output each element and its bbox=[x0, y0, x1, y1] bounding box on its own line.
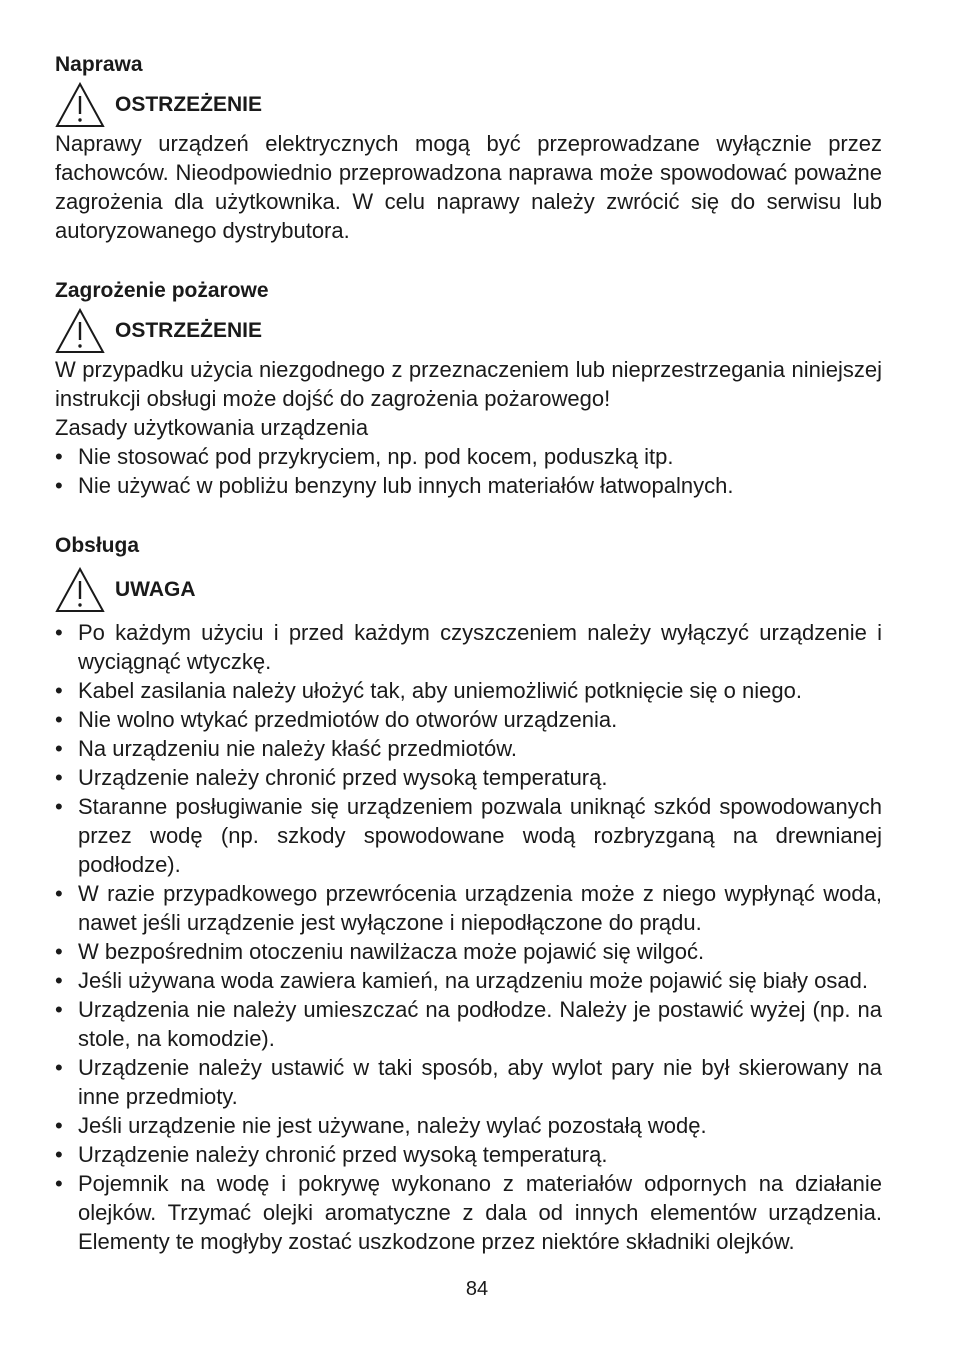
list-item: • Pojemnik na wodę i pokrywę wykonano z materiałów odpornych na działanie olejków. Trzymać olejki aromatyczne z dala od innych elementów urządzenia. Elementy te mogłyby zostać uszkodzone przez niektóre składniki olejków. bbox=[55, 1169, 882, 1256]
warning-label: OSTRZEŻENIE bbox=[115, 319, 263, 342]
document-page bbox=[55, 50, 882, 1256]
bullet-list-obsluga bbox=[55, 618, 882, 1256]
section-title-obsluga: Obsługa bbox=[55, 534, 140, 557]
paragraph-naprawa: Naprawy urządzeń elektrycznych mogą być przeprowadzane wyłącznie przez fachowców. Nieodpowiednio przeprowadzona naprawa może spowodować poważne zagrożenia dla użytkownika. W celu naprawy należy zwrócić się do serwisu lub autoryzowanego dystrybutora. bbox=[55, 131, 882, 243]
list-item: • Kabel zasilania należy ułożyć tak, aby uniemożliwić potknięcie się o niego. bbox=[55, 676, 882, 705]
list-item: • Nie wolno wtykać przedmiotów do otworów urządzenia. bbox=[55, 705, 882, 734]
list-item: • Nie używać w pobliżu benzyny lub innych materiałów łatwopalnych. bbox=[55, 471, 882, 500]
list-item: • Urządzenie należy chronić przed wysoką temperaturą. bbox=[55, 763, 882, 792]
warning-triangle-icon bbox=[55, 308, 105, 354]
section-title-naprawa: Naprawa bbox=[55, 53, 143, 76]
list-item: • Jeśli używana woda zawiera kamień, na urządzeniu może pojawić się biały osad. bbox=[55, 966, 882, 995]
section-title-zagrozenie-pozarowe: Zagrożenie pożarowe bbox=[55, 279, 269, 302]
list-item: • Urządzenie należy ustawić w taki sposób, aby wylot pary nie był skierowany na inne przedmioty. bbox=[55, 1053, 882, 1111]
list-item: • Jeśli urządzenie nie jest używane, należy wylać pozostałą wodę. bbox=[55, 1111, 882, 1140]
list-item: • W bezpośrednim otoczeniu nawilżacza może pojawić się wilgoć. bbox=[55, 937, 882, 966]
warning-block bbox=[55, 81, 882, 129]
paragraph-zagrozenie: W przypadku użycia niezgodnego z przeznaczeniem lub nieprzestrzegania niniejszej instrukcji obsługi może dojść do zagrożenia pożarowego! bbox=[55, 357, 882, 411]
list-item: • Na urządzeniu nie należy kłaść przedmiotów. bbox=[55, 734, 882, 763]
warning-block bbox=[55, 562, 882, 618]
warning-triangle-icon bbox=[55, 82, 105, 128]
warning-triangle-icon bbox=[55, 567, 105, 613]
list-item: • Staranne posługiwanie się urządzeniem pozwala uniknąć szkód spowodowanych przez wodę (np. szkody spowodowane wodą rozbryzganą na drewnianej podłodze). bbox=[55, 792, 882, 879]
list-item: • Urządzenie należy chronić przed wysoką temperaturą. bbox=[55, 1140, 882, 1169]
bullet-list-fire bbox=[55, 442, 882, 500]
list-item: • Nie stosować pod przykryciem, np. pod kocem, poduszką itp. bbox=[55, 442, 882, 471]
warning-block bbox=[55, 307, 882, 355]
page-number: 84 bbox=[465, 1278, 489, 1300]
warning-label: UWAGA bbox=[115, 578, 196, 601]
list-item: • Po każdym użyciu i przed każdym czyszczeniem należy wyłączyć urządzenie i wyciągnąć wtyczkę. bbox=[55, 618, 882, 676]
list-item: • W razie przypadkowego przewrócenia urządzenia może z niego wypłynąć woda, nawet jeśli urządzenie jest wyłączone i niepodłączone do prądu. bbox=[55, 879, 882, 937]
list-item: • Urządzenia nie należy umieszczać na podłodze. Należy je postawić wyżej (np. na stole, na komodzie). bbox=[55, 995, 882, 1053]
subheading-zasady: Zasady użytkowania urządzenia bbox=[55, 415, 369, 440]
warning-label: OSTRZEŻENIE bbox=[115, 93, 263, 116]
